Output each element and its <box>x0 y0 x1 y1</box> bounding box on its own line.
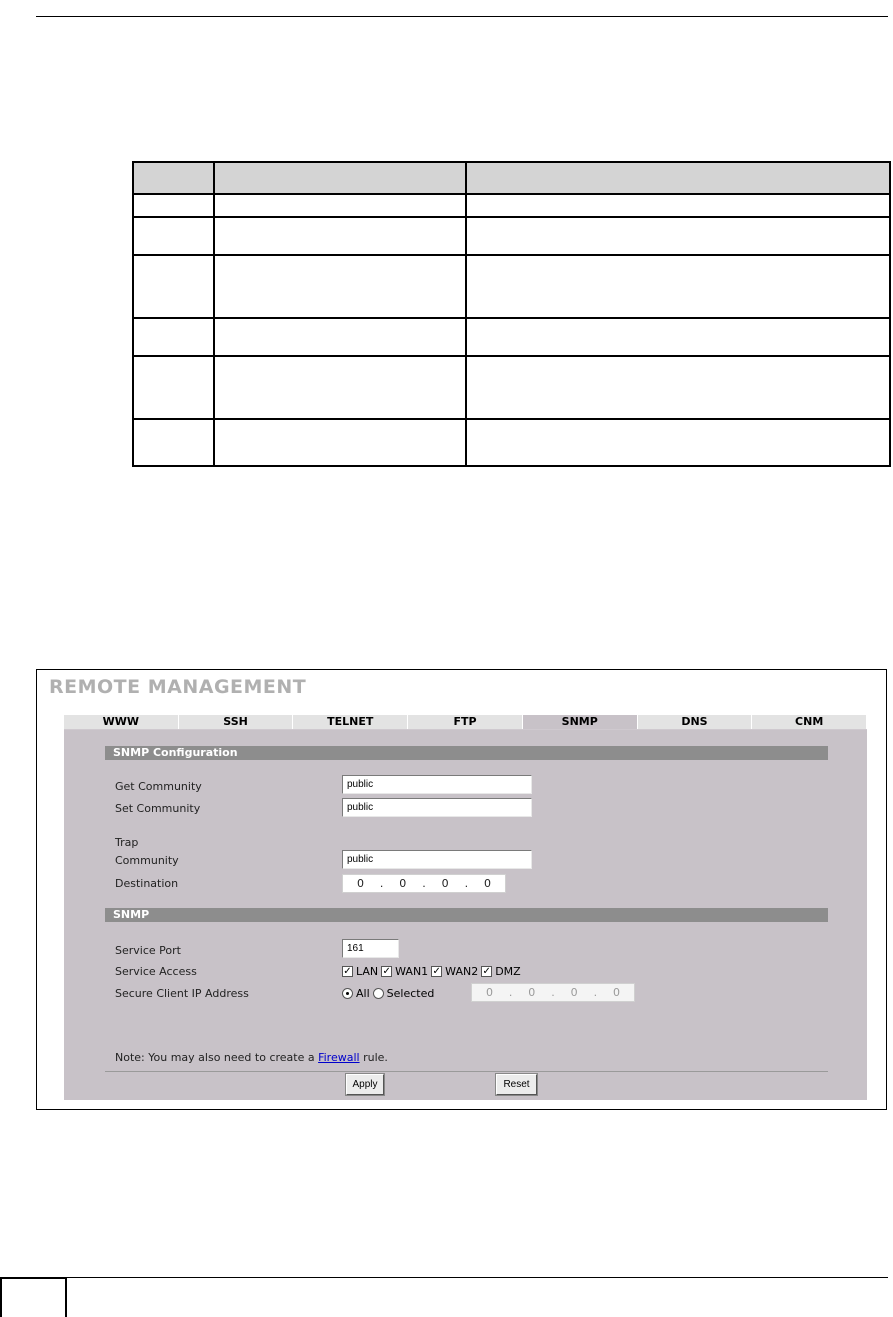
trap-community-label: Community <box>115 854 179 867</box>
radio-selected-label: Selected <box>386 987 435 1000</box>
radio-all-label: All <box>356 987 370 1000</box>
tab-cnm[interactable]: CNM <box>752 715 867 729</box>
ip-octet[interactable]: 0 <box>483 877 491 890</box>
spec-table <box>132 161 891 467</box>
table-row <box>133 194 890 217</box>
lan-label: LAN <box>356 965 379 978</box>
snmp-heading: SNMP <box>105 908 828 922</box>
radio-selected[interactable] <box>373 988 384 999</box>
tab-telnet[interactable]: TELNET <box>293 715 408 729</box>
ip-octet[interactable]: 0 <box>485 986 493 999</box>
ip-octet[interactable]: 0 <box>612 986 620 999</box>
service-port-label: Service Port <box>115 944 181 957</box>
wan2-label: WAN2 <box>445 965 479 978</box>
tab-ftp[interactable]: FTP <box>408 715 523 729</box>
snmp-config-heading: SNMP Configuration <box>105 746 828 760</box>
ip-octet[interactable]: 0 <box>570 986 578 999</box>
table-row <box>133 419 890 466</box>
ip-octet[interactable]: 0 <box>441 877 449 890</box>
table-row <box>133 217 890 255</box>
set-community-label: Set Community <box>115 802 201 815</box>
reset-button[interactable]: Reset <box>496 1074 537 1095</box>
snmp-panel <box>64 729 867 1100</box>
table-row <box>133 318 890 356</box>
page-title: REMOTE MANAGEMENT <box>49 676 307 698</box>
ip-octet[interactable]: 0 <box>528 986 536 999</box>
secure-client-options <box>342 987 437 1000</box>
table-row <box>133 255 890 318</box>
ip-octet[interactable]: 0 <box>399 877 407 890</box>
wan1-checkbox[interactable]: ✓ <box>382 966 391 977</box>
firewall-note: Note: You may also need to create a Firewall rule. <box>115 1051 388 1064</box>
firewall-link[interactable]: Firewall <box>318 1051 360 1064</box>
service-access-options <box>342 965 524 978</box>
tab-dns[interactable]: DNS <box>638 715 753 729</box>
get-community-label: Get Community <box>115 780 202 793</box>
radio-all[interactable] <box>342 988 353 999</box>
wan2-checkbox[interactable]: ✓ <box>432 966 441 977</box>
spec-table-header <box>133 162 890 194</box>
divider <box>105 1071 828 1072</box>
tab-bar <box>64 715 867 729</box>
service-access-label: Service Access <box>115 965 197 978</box>
set-community-input[interactable] <box>342 798 532 817</box>
apply-button[interactable]: Apply <box>346 1074 384 1095</box>
wan1-label: WAN1 <box>395 965 429 978</box>
table-row <box>133 356 890 419</box>
ip-octet[interactable]: 0 <box>356 877 364 890</box>
service-port-input[interactable] <box>342 939 399 958</box>
trap-label: Trap <box>115 836 139 849</box>
tab-ssh[interactable]: SSH <box>179 715 294 729</box>
dmz-label: DMZ <box>495 965 521 978</box>
lan-checkbox[interactable]: ✓ <box>343 966 352 977</box>
page-number-box <box>0 1277 67 1317</box>
secure-client-label: Secure Client IP Address <box>115 987 249 1000</box>
footer-rule <box>36 1277 888 1278</box>
trap-community-input[interactable] <box>342 850 532 869</box>
destination-label: Destination <box>115 877 179 890</box>
remote-management-screenshot <box>36 669 887 1110</box>
destination-ip-field[interactable]: 0 . 0 . 0 . 0 <box>342 874 506 893</box>
get-community-input[interactable] <box>342 775 532 794</box>
tab-snmp[interactable]: SNMP <box>523 715 638 729</box>
header-rule <box>36 16 888 17</box>
dmz-checkbox[interactable]: ✓ <box>482 966 491 977</box>
secure-client-ip-field[interactable]: 0 . 0 . 0 . 0 <box>471 983 635 1002</box>
tab-www[interactable]: WWW <box>64 715 179 729</box>
